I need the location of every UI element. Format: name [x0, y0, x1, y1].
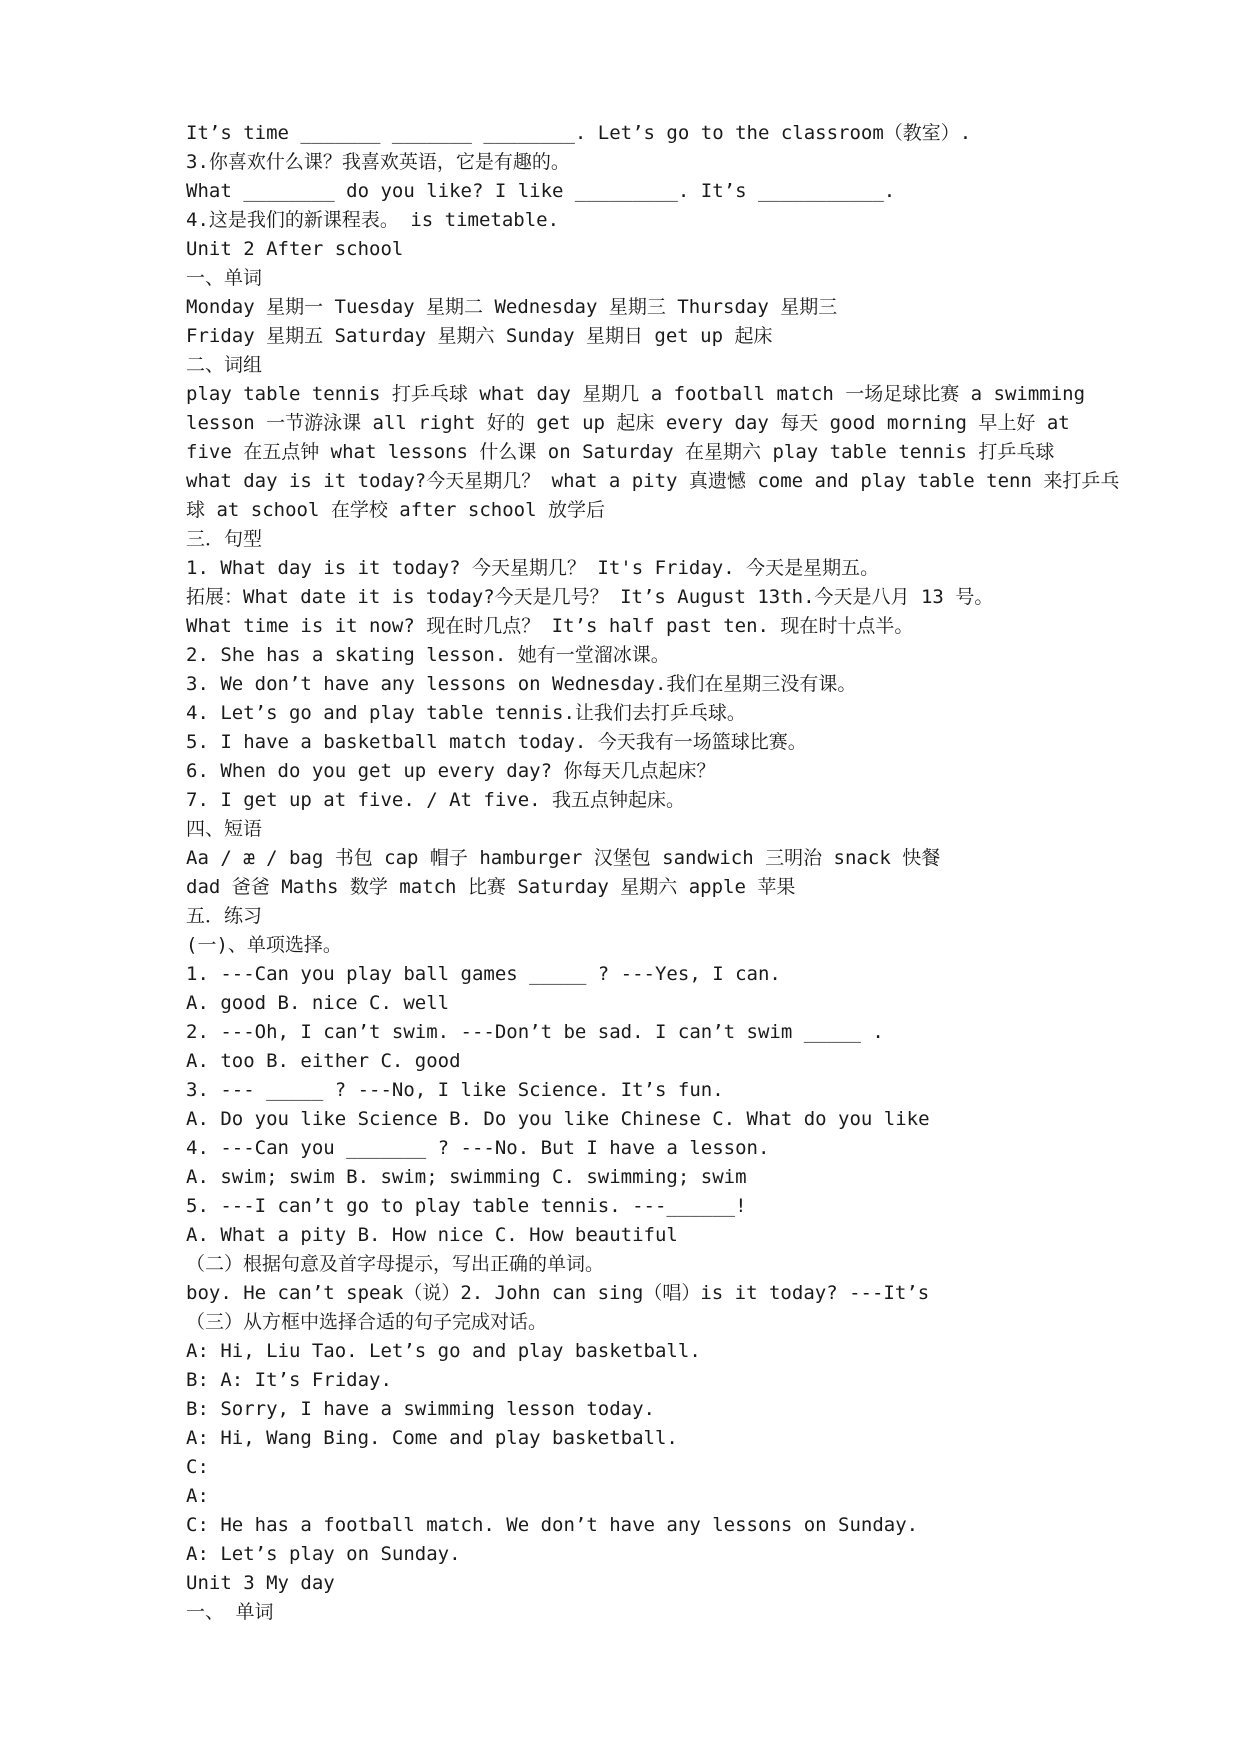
text-line: 4.这是我们的新课程表。 is timetable.	[186, 209, 560, 231]
text-line: A. good B. nice C. well	[186, 992, 450, 1014]
text-line: Unit 2 After school	[186, 238, 404, 260]
text-line: 5. I have a basketball match today. 今天我有一场篮球比赛。	[186, 731, 807, 753]
text-line: Friday 星期五 Saturday 星期六 Sunday 星期日 get up 起床	[186, 325, 773, 347]
text-line: A: Hi, Wang Bing. Come and play basketball.	[186, 1427, 678, 1449]
text-line: 5. ---I can’t go to play table tennis. ---______!	[186, 1195, 747, 1217]
text-line: （二）根据句意及首字母提示，写出正确的单词。	[186, 1253, 605, 1275]
text-line: C: He has a football match. We don’t have any lessons on Sunday.	[186, 1514, 919, 1536]
text-line: boy. He can’t speak（说）2. John can sing（唱）is it today? ---It’s	[186, 1282, 930, 1304]
text-line: 3. We don’t have any lessons on Wednesday.我们在星期三没有课。	[186, 673, 857, 695]
text-line: 一、单词	[186, 267, 263, 289]
text-line: 3.你喜欢什么课？我喜欢英语，它是有趣的。	[186, 151, 570, 173]
text-line: 2. She has a skating lesson. 她有一堂溜冰课。	[186, 644, 670, 666]
text-line: 1. ---Can you play ball games _____ ? ---Yes, I can.	[186, 963, 781, 985]
text-line: five 在五点钟 what lessons 什么课 on Saturday 在星期六 play table tennis 打乒乓球	[186, 441, 1055, 463]
text-line: A: Let’s play on Sunday.	[186, 1543, 461, 1565]
text-line: 4. Let’s go and play table tennis.让我们去打乒乓球。	[186, 702, 746, 724]
text-line: B: Sorry, I have a swimming lesson today.	[186, 1398, 655, 1420]
text-line: 三．句型	[186, 528, 263, 550]
text-line: play table tennis 打乒乓球 what day 星期几 a football match 一场足球比赛 a swimming	[186, 383, 1086, 405]
text-line: 二、词组	[186, 354, 263, 376]
text-line: C:	[186, 1456, 209, 1478]
text-line: Unit 3 My day	[186, 1572, 335, 1594]
text-line: A. too B. either C. good	[186, 1050, 461, 1072]
text-line: dad 爸爸 Maths 数学 match 比赛 Saturday 星期六 apple 苹果	[186, 876, 796, 898]
text-line: lesson 一节游泳课 all right 好的 get up 起床 every day 每天 good morning 早上好 at	[186, 412, 1070, 434]
text-line: A: Hi, Liu Tao. Let’s go and play basketball.	[186, 1340, 701, 1362]
text-line: 3. --- _____ ? ---No, I like Science. It’s fun.	[186, 1079, 724, 1101]
text-line: 4. ---Can you _______ ? ---No. But I have a lesson.	[186, 1137, 770, 1159]
text-line: A. Do you like Science B. Do you like Chinese C. What do you like	[186, 1108, 930, 1130]
text-line: （三）从方框中选择合适的句子完成对话。	[186, 1311, 548, 1333]
text-line: 拓展：What date it is today?今天是几号？ It’s August 13th.今天是八月 13 号。	[186, 586, 994, 608]
text-line: It’s time _______ _______ ________. Let’s go to the classroom（教室）.	[186, 122, 972, 144]
text-line: 四、短语	[186, 818, 263, 840]
text-line: what day is it today?今天星期几？ what a pity 真遗憾 come and play table tenn 来打乒乓	[186, 470, 1120, 492]
text-line: A. What a pity B. How nice C. How beautiful	[186, 1224, 678, 1246]
text-line: 2. ---Oh, I can’t swim. ---Don’t be sad. I can’t swim _____ .	[186, 1021, 884, 1043]
text-line: (一)、单项选择。	[186, 934, 342, 956]
text-line: A. swim; swim B. swim; swimming C. swimming; swim	[186, 1166, 747, 1188]
text-line: 一、 单词	[186, 1601, 274, 1623]
text-line: 五．练习	[186, 905, 263, 927]
text-line: 球 at school 在学校 after school 放学后	[186, 499, 605, 521]
text-line: 6. When do you get up every day? 你每天几点起床？	[186, 760, 716, 782]
document-page	[186, 119, 1126, 1627]
text-line: A:	[186, 1485, 209, 1507]
text-line: Monday 星期一 Tuesday 星期二 Wednesday 星期三 Thursday 星期三	[186, 296, 838, 318]
text-line: B: A: It’s Friday.	[186, 1369, 392, 1391]
text-line: Aa / æ / bag 书包 cap 帽子 hamburger 汉堡包 sandwich 三明治 snack 快餐	[186, 847, 941, 869]
text-line: 1. What day is it today? 今天星期几？ It's Friday. 今天是星期五。	[186, 557, 880, 579]
text-line: What time is it now? 现在时几点？ It’s half past ten. 现在时十点半。	[186, 615, 914, 637]
text-line: What ________ do you like? I like _________. It’s ___________.	[186, 180, 896, 202]
text-line: 7. I get up at five. / At five. 我五点钟起床。	[186, 789, 686, 811]
